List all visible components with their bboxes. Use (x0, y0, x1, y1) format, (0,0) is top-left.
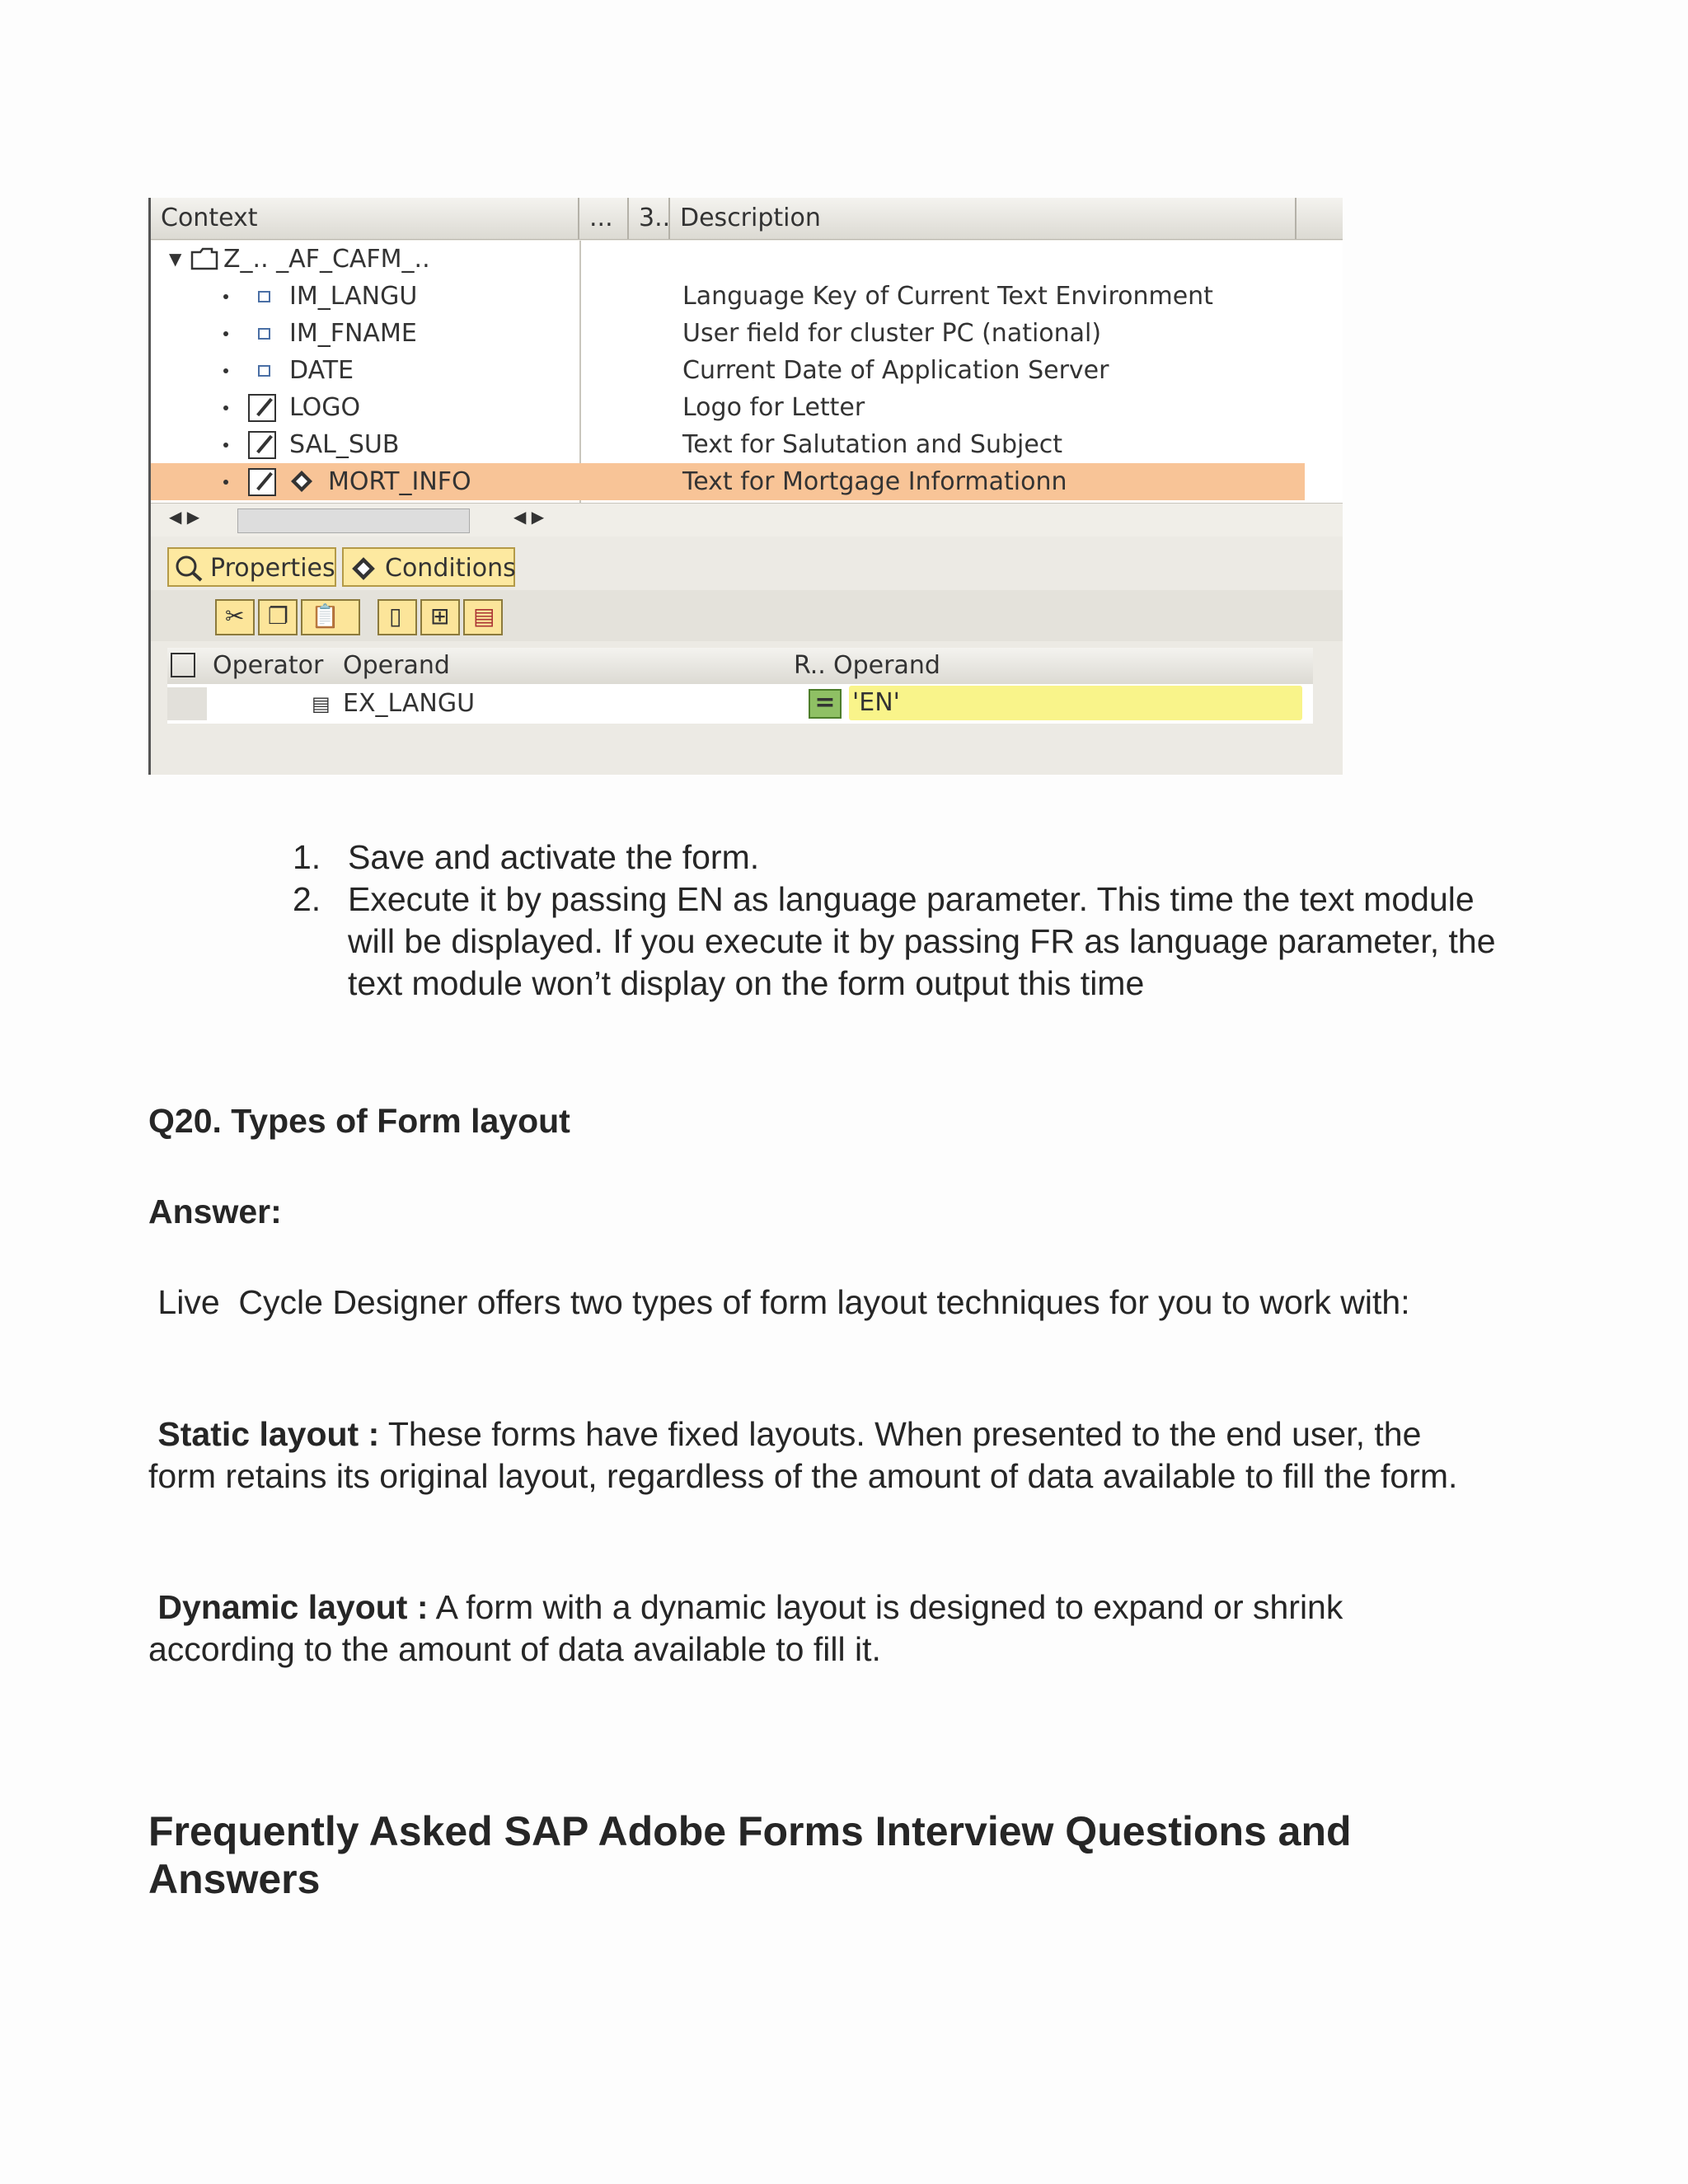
tree-row-im-fname[interactable] (151, 315, 1343, 352)
operator-header: Operator (213, 651, 324, 680)
steps-list (293, 837, 1496, 1005)
insert-icon: ⊞ (430, 602, 450, 630)
section-heading: Frequently Asked SAP Adobe Forms Interview Questions and Answers (148, 1808, 1352, 1902)
field-node-icon (258, 328, 270, 340)
tree-bullet-icon (223, 294, 228, 299)
tree-bullet-icon (223, 443, 228, 448)
operand-value[interactable]: EX_LANGU (343, 689, 476, 718)
operand2-value: 'EN' (852, 688, 900, 717)
node-name: IM_FNAME (289, 319, 417, 348)
sap-context-screenshot (148, 198, 1343, 775)
select-all-icon[interactable] (171, 653, 195, 677)
relation-button[interactable]: = (809, 689, 842, 719)
context-column-header[interactable]: Context (151, 198, 579, 239)
expand-arrow-icon[interactable]: ▼ (169, 249, 182, 269)
tree-row-mort-info-selected[interactable] (151, 463, 1305, 500)
col2-header[interactable]: ... (579, 198, 629, 239)
row-selector[interactable] (167, 687, 207, 720)
conditions-icon (350, 555, 377, 582)
description-column-header[interactable]: Description (670, 198, 1296, 239)
paste-icon: 📋 (311, 602, 340, 630)
properties-tab[interactable] (167, 547, 336, 587)
context-table-header (151, 198, 1343, 240)
step-number: 1. (293, 838, 321, 876)
tree-row-logo[interactable] (151, 389, 1343, 426)
dynamic-layout-label: Dynamic layout : (148, 1588, 429, 1626)
step-number: 2. (293, 880, 321, 918)
node-description: Text for Mortgage Informationn (682, 467, 1067, 496)
static-layout-label: Static layout : (148, 1415, 380, 1453)
node-description: Current Date of Application Server (682, 356, 1109, 385)
conditions-tab-label: Conditions (385, 554, 516, 583)
condition-icon (289, 469, 314, 494)
step-item (293, 879, 1496, 1005)
tree-bullet-icon (223, 405, 228, 410)
graphic-node-icon (248, 394, 276, 422)
paste-button[interactable] (301, 599, 360, 635)
cut-button[interactable] (215, 599, 255, 635)
scissors-icon: ✂ (225, 602, 245, 630)
node-name: IM_LANGU (289, 282, 418, 311)
operand2-input[interactable] (849, 686, 1302, 720)
field-node-icon (258, 365, 270, 377)
dynamic-layout-paragraph (148, 1586, 1484, 1671)
delete-icon: ▤ (473, 602, 495, 630)
relation-header: R.. (794, 651, 826, 680)
new-row-button[interactable] (377, 599, 417, 635)
folder-icon (190, 247, 218, 270)
node-name: MORT_INFO (328, 467, 471, 496)
insert-row-button[interactable] (420, 599, 460, 635)
tree-row-date[interactable] (151, 352, 1343, 389)
tree-row-sal-sub[interactable] (151, 426, 1343, 463)
operand2-header: Operand (833, 651, 940, 680)
text-node-icon (248, 468, 276, 496)
field-node-icon (258, 291, 270, 302)
text-node-icon (248, 431, 276, 459)
conditions-tab[interactable] (342, 547, 515, 587)
tree-bullet-icon (223, 331, 228, 336)
node-description: Text for Salutation and Subject (682, 430, 1063, 459)
tree-root-row[interactable] (151, 241, 1343, 278)
copy-icon: ❐ (268, 602, 289, 630)
step-item (293, 837, 1496, 879)
step-text: Execute it by passing EN as language parameter. This time the text module will be displayed. If you execute it by passing FR as language parameter, the text module won’t display on the form output this time (348, 880, 1496, 1002)
scroll-left-icon[interactable]: ◀ ▶ (169, 507, 200, 527)
question-heading: Q20. Types of Form layout (148, 1102, 570, 1140)
node-description: Language Key of Current Text Environment (682, 282, 1213, 311)
node-name: SAL_SUB (289, 430, 400, 459)
properties-icon (174, 554, 204, 582)
node-description: Logo for Letter (682, 393, 865, 422)
new-document-icon: ▯ (389, 602, 402, 630)
step-text: Save and activate the form. (348, 838, 760, 876)
node-name: LOGO (289, 393, 361, 422)
properties-tab-label: Properties (210, 554, 335, 583)
tree-bullet-icon (223, 480, 228, 485)
static-layout-text: These forms have fixed layouts. When presented to the end user, the form retains its original layout, regardless of the amount of data available to fill the form. (148, 1415, 1458, 1495)
tree-bullet-icon (223, 368, 228, 373)
field-icon: ▤ (312, 692, 331, 715)
conditions-table-header (167, 648, 1313, 684)
dynamic-layout-text: A form with a dynamic layout is designed to expand or shrink according to the amount of data available to fill it. (148, 1588, 1353, 1668)
intro-paragraph: Live Cycle Designer offers two types of form layout techniques for you to work with: (148, 1283, 1410, 1321)
scroll-thumb[interactable] (237, 509, 470, 533)
tree-row-im-langu[interactable] (151, 278, 1343, 315)
node-description: User field for cluster PC (national) (682, 319, 1102, 348)
condition-row[interactable] (167, 684, 1313, 724)
root-node-label: Z_.. _AF_CAFM_.. (223, 245, 430, 274)
copy-button[interactable] (258, 599, 298, 635)
operand-header: Operand (343, 651, 450, 680)
scroll-right-icon[interactable]: ◀ ▶ (513, 507, 545, 527)
horizontal-scrollbar[interactable] (151, 503, 1343, 537)
delete-row-button[interactable] (463, 599, 503, 635)
col3-header[interactable]: 3.. (629, 198, 670, 239)
answer-label: Answer: (148, 1193, 282, 1230)
conditions-toolbar (151, 590, 1343, 641)
static-layout-paragraph (148, 1413, 1484, 1497)
node-name: DATE (289, 356, 354, 385)
